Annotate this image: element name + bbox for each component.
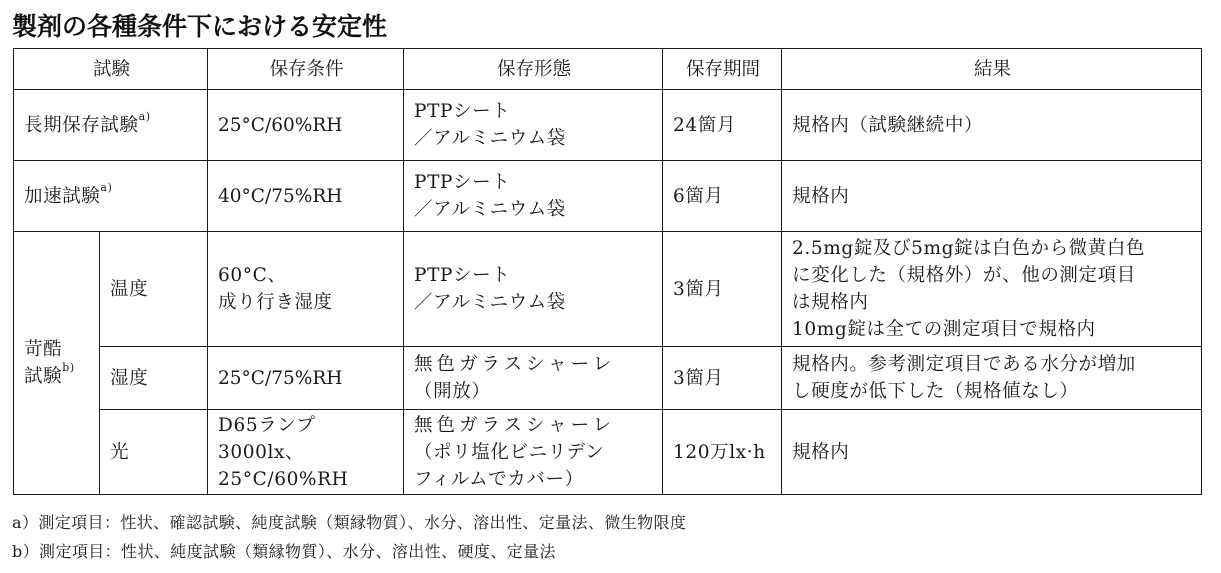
footnote-mark-a: a) — [138, 109, 151, 123]
header-result: 結果 — [782, 49, 1202, 90]
cell-result-light: 規格内 — [782, 410, 1202, 495]
cell-period-light: 120万lx·h — [663, 410, 782, 495]
row-accelerated — [14, 161, 1202, 232]
header-condition: 保存条件 — [208, 49, 404, 90]
cell-condition-light: D65ランプ 3000lx、 25°C/60%RH — [208, 410, 404, 495]
cell-form-humidity: 無色ガラスシャーレ （開放） — [404, 347, 663, 410]
cell-sub-temperature: 温度 — [100, 232, 208, 347]
footnote-mark-b: b) — [62, 361, 75, 374]
cell-test-long-term: 長期保存試験$^{a)}$ — [14, 90, 208, 161]
header-form: 保存形態 — [404, 49, 663, 90]
cell-form-light: 無色ガラスシャーレ （ポリ塩化ビニリデン フィルムでカバー） — [404, 410, 663, 495]
cell-result-humidity: 規格内。参考測定項目である水分が増加 し硬度が低下した（規格値なし） — [782, 347, 1202, 410]
cell-period-temperature: 3箇月 — [663, 232, 782, 347]
footnotes — [12, 508, 686, 566]
cell-sub-light: 光 — [100, 410, 208, 495]
cell-result-long-term: 規格内（試験継続中） — [782, 90, 1202, 161]
cell-condition-long-term: 25°C/60%RH — [208, 90, 404, 161]
row-stress-light — [14, 410, 1202, 495]
header-period: 保存期間 — [663, 49, 782, 90]
header-row — [14, 49, 1202, 90]
page-title: 製剤の各種条件下における安定性 — [12, 12, 388, 41]
row-stress-humidity — [14, 347, 1202, 410]
cell-period-long-term: 24箇月 — [663, 90, 782, 161]
cell-result-temperature: 2.5mg錠及び5mg錠は白色から微黄白色 に変化した（規格外）が、他の測定項目 は規格内 10mg錠は全ての測定項目で規格内 — [782, 232, 1202, 347]
cell-condition-accelerated: 40°C/75%RH — [208, 161, 404, 232]
stability-table — [13, 48, 1202, 495]
cell-form-accelerated: PTPシート ／アルミニウム袋 — [404, 161, 663, 232]
cell-sub-humidity: 湿度 — [100, 347, 208, 410]
cell-form-temperature: PTPシート ／アルミニウム袋 — [404, 232, 663, 347]
footnote-b: b）測定項目：性状、純度試験（類縁物質）、水分、溶出性、硬度、定量法 — [12, 542, 556, 561]
header-test: 試験 — [14, 49, 208, 90]
cell-period-humidity: 3箇月 — [663, 347, 782, 410]
cell-condition-temperature: 60°C、 成り行き湿度 — [208, 232, 404, 347]
cell-form-long-term: PTPシート ／アルミニウム袋 — [404, 90, 663, 161]
cell-period-accelerated: 6箇月 — [663, 161, 782, 232]
row-long-term — [14, 90, 1202, 161]
footnote-a: a）測定項目：性状、確認試験、純度試験（類縁物質）、水分、溶出性、定量法、微生物限度 — [12, 513, 687, 532]
footnote-mark-a: a) — [100, 180, 113, 194]
cell-condition-humidity: 25°C/75%RH — [208, 347, 404, 410]
cell-result-accelerated: 規格内 — [782, 161, 1202, 232]
row-stress-temperature — [14, 232, 1202, 347]
cell-test-accelerated: 加速試験$^{a)}$ — [14, 161, 208, 232]
cell-test-stress: 苛酷 試験$^{b)}$ — [14, 232, 100, 495]
